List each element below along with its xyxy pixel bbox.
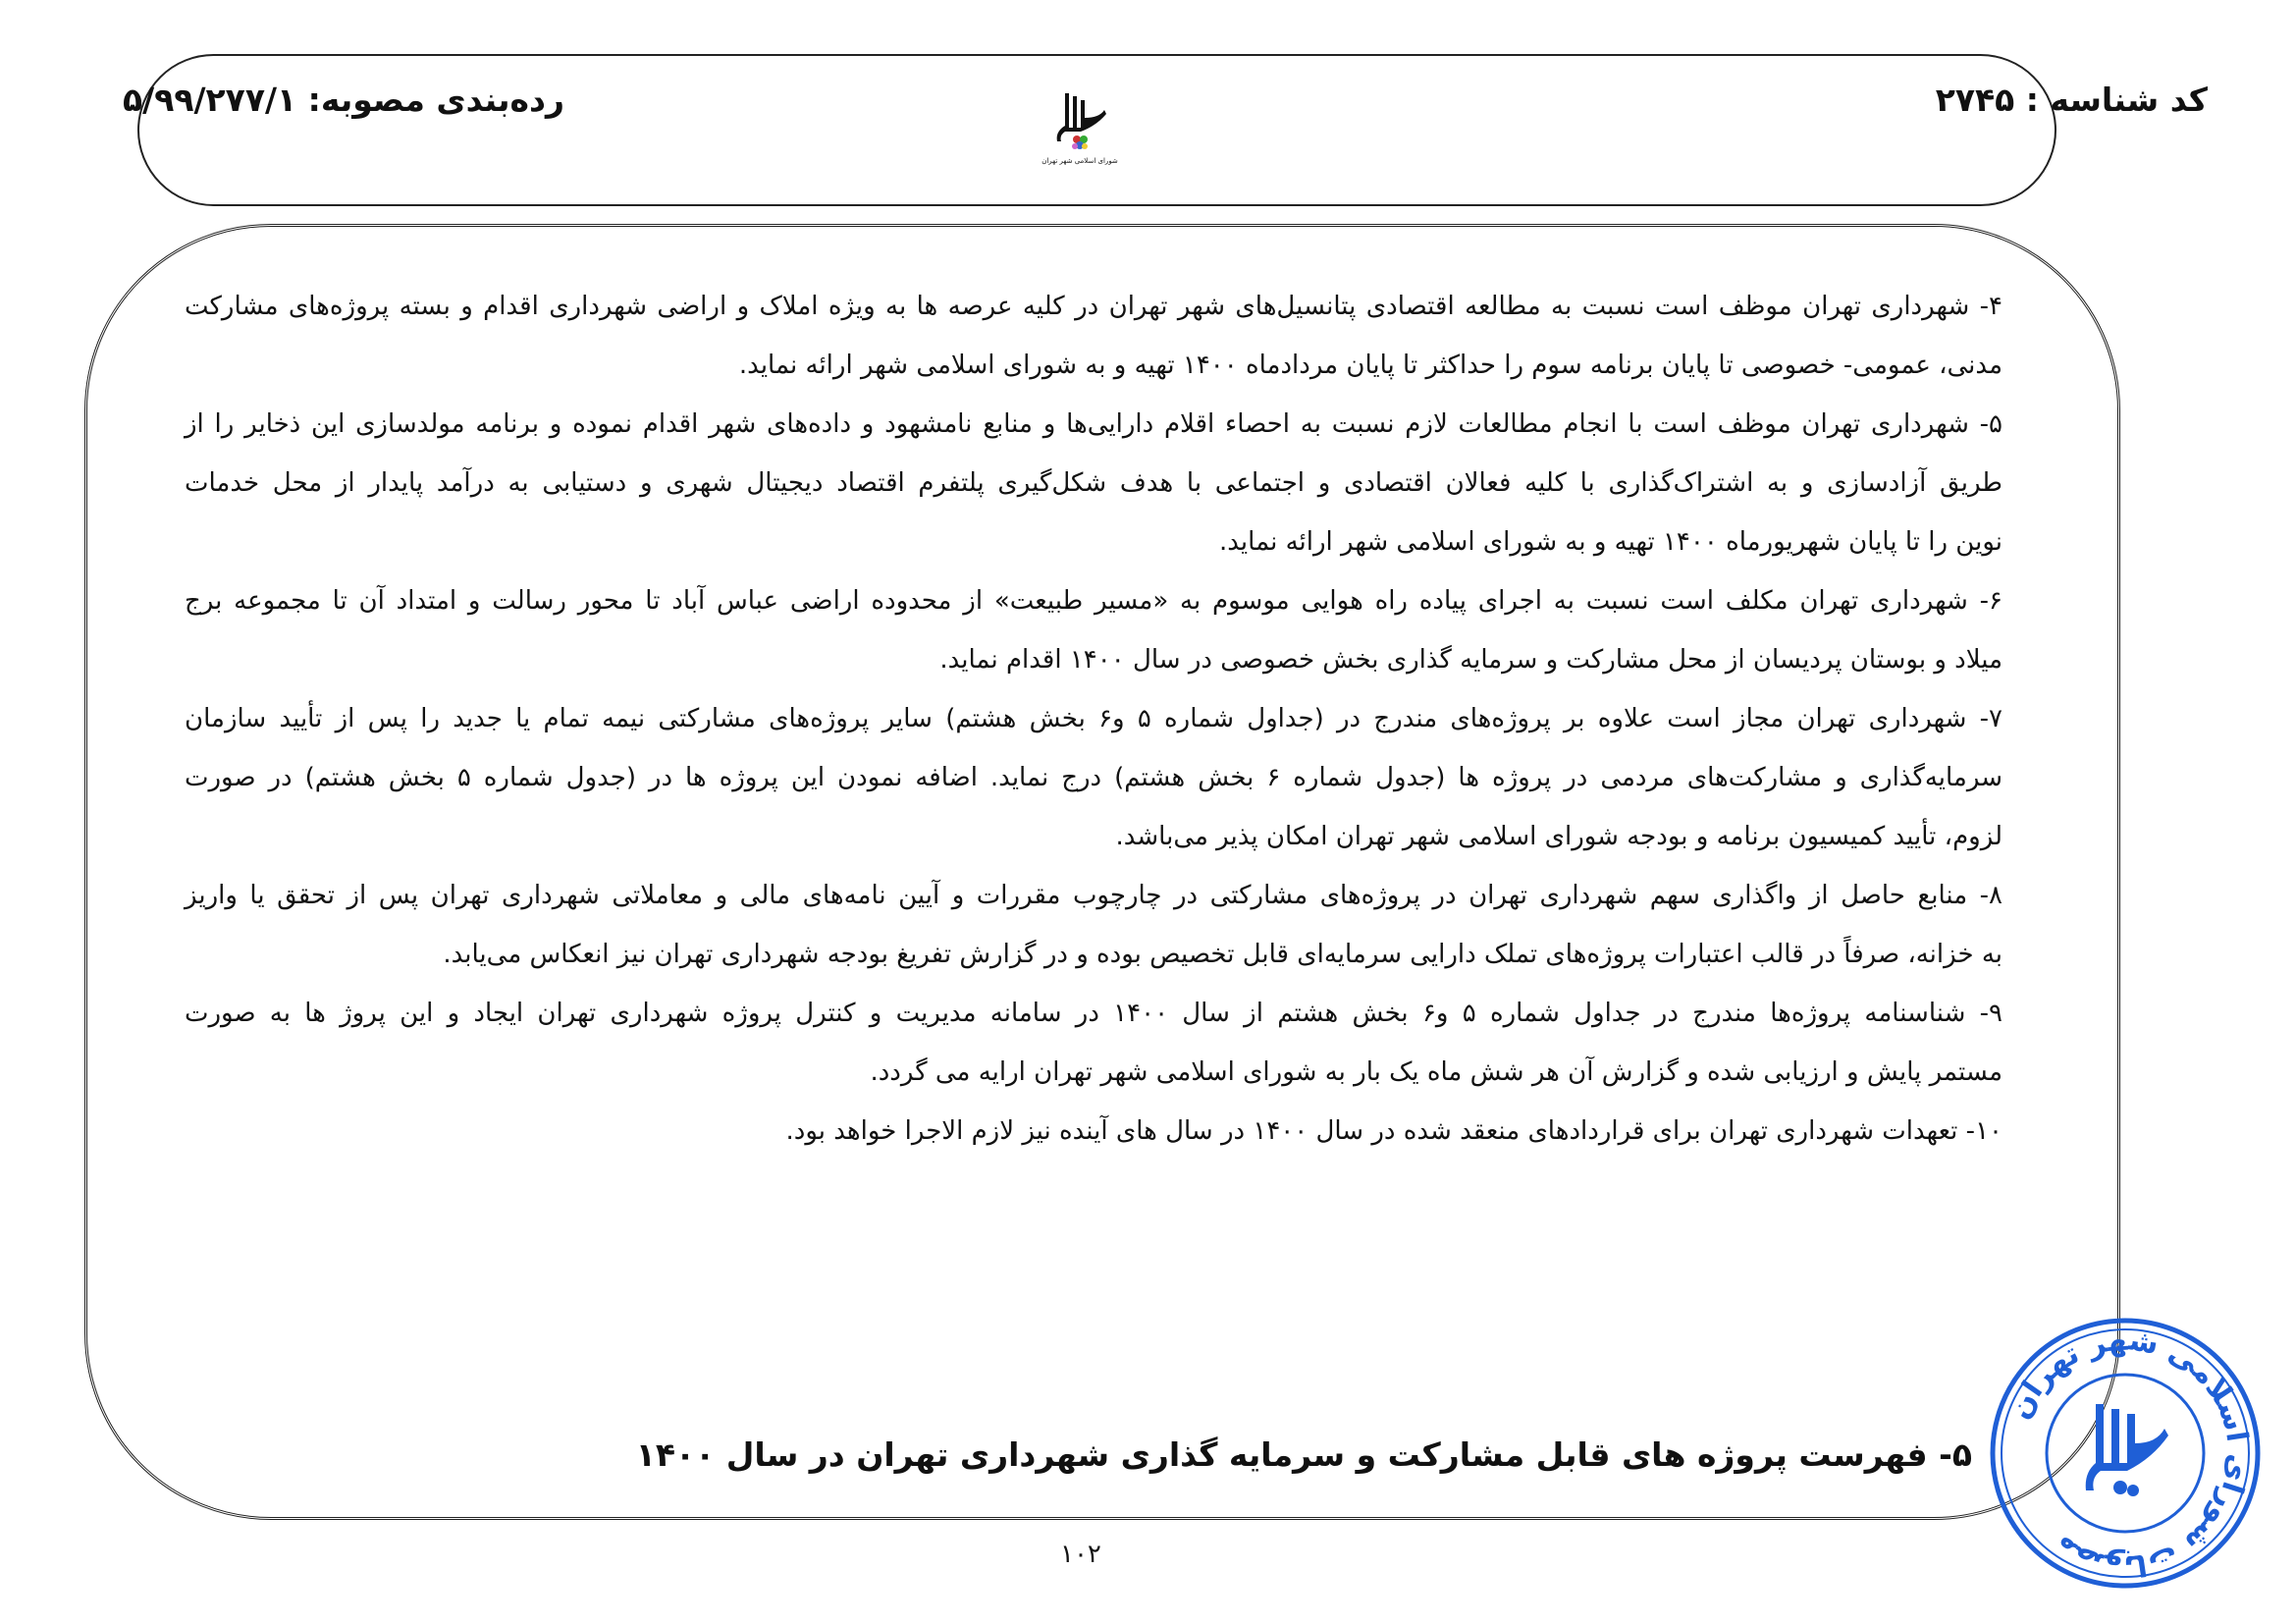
clause-line: مدنی، عمومی- خصوصی تا پایان برنامه سوم را حداکثر تا پایان مردادماه ۱۴۰۰ تهیه و به شورای اسلامی شهر ارائه نماید. <box>738 351 2002 380</box>
clause-line: ۴- شهرداری تهران موظف است نسبت به مطالعه اقتصادی پتانسیل‌های شهر تهران در کلیه عرصه ها به ویژه املاک و اراضی شهرداری اقدام و بسته پروژه‌های مشارکت <box>185 292 2002 321</box>
clause-line: ۷- شهرداری تهران مجاز است علاوه بر پروژه‌های مندرج در (جداول شماره ۵ و۶ بخش هشتم) سایر پروژه‌های مشارکتی نیمه تمام یا جدید را پس از تأیید سازمان <box>185 704 2002 733</box>
clause-line: ۶- شهرداری تهران مکلف است نسبت به اجرای پیاده راه هوایی موسوم به «مسیر طبیعت» از محدوده اراضی عباس آباد تا محور رسالت و امتداد آن تا مجموعه برج <box>185 586 2002 616</box>
clause-line: ۸- منابع حاصل از واگذاری سهم شهرداری تهران در پروژه‌های مشارکتی در چارچوب مقررات و آیین نامه‌های مالی و معاملاتی شهرداری تهران پس از تحقق یا واریز <box>185 881 2002 910</box>
council-stamp-icon <box>1988 1316 2263 1591</box>
clause-line: لزوم، تأیید کمیسیون برنامه و بودجه شورای اسلامی شهر تهران امکان پذیر می‌باشد. <box>1115 822 2002 851</box>
clause-line: طریق آزادسازی و به اشتراک‌گذاری با کلیه فعالان اقتصادی و اجتماعی با هدف شکل‌گیری پلتفرم اقتصاد دیجیتال شهری و دستیابی به درآمد پایدار از محل خدمات <box>185 468 2002 498</box>
clause-line: به خزانه، صرفاً در قالب اعتبارات پروژه‌های تملک دارایی سرمایه‌ای قابل تخصیص بوده و در گزارش تفریغ بودجه شهرداری تهران نیز انعکاس می‌یابد. <box>443 940 2002 969</box>
logo-caption: شورای اسلامی شهر تهران <box>1041 157 1118 165</box>
clause-line: ۹- شناسنامه پروژه‌ها مندرج در جداول شماره ۵ و۶ بخش هشتم از سال ۱۴۰۰ در سامانه مدیریت و کنترل پروژه شهرداری تهران ایجاد و این پروژ ها به صورت <box>185 999 2002 1028</box>
page-number: ۱۰۲ <box>1060 1540 1101 1569</box>
resolution-clauses <box>185 277 2002 1161</box>
clause-line: ۵- شهرداری تهران موظف است با انجام مطالعات لازم نسبت به احصاء اقلام دارایی‌ها و منابع نامشهود و داده‌های شهر اقدام نموده و برنامه مولدسازی این ذخایر را از <box>185 409 2002 439</box>
clause-line: مستمر پایش و ارزیابی شده و گزارش آن هر شش ماه یک بار به شورای اسلامی شهر تهران ارایه می گردد. <box>870 1057 2002 1087</box>
resolution-classification: رده‌بندی مصوبه: ۵/۹۹/۲۷۷/۱ <box>123 81 564 119</box>
section-heading: ۵- فهرست پروژه های قابل مشارکت و سرمایه گذاری شهرداری تهران در سال ۱۴۰۰ <box>635 1435 1972 1474</box>
clause-line: نوین را تا پایان شهریورماه ۱۴۰۰ تهیه و به شورای اسلامی شهر ارائه نماید. <box>1219 527 2002 557</box>
document-code: کد شناسه : ۲۷۴۵ <box>1935 81 2208 119</box>
clause-line: ۱۰- تعهدات شهرداری تهران برای قراردادهای منعقد شده در سال ۱۴۰۰ در سال های آینده نیز لازم الاجرا خواهد بود. <box>785 1116 2002 1146</box>
svg-text:مصوبات شورای اسلامی شهر تهران: مصوبات شورای اسلامی شهر تهران <box>2002 1323 2256 1584</box>
council-logo-icon <box>1036 88 1124 167</box>
clause-line: سرمایه‌گذاری و مشارکت‌های مردمی در پروژه ها (جدول شماره ۶ بخش هشتم) درج نماید. اضافه نمودن این پروژه ها در (جدول شماره ۵ بخش هشتم) در صورت <box>185 763 2002 792</box>
clause-line: میلاد و بوستان پردیسان از محل مشارکت و سرمایه گذاری بخش خصوصی در سال ۱۴۰۰ اقدام نماید. <box>939 645 2002 675</box>
